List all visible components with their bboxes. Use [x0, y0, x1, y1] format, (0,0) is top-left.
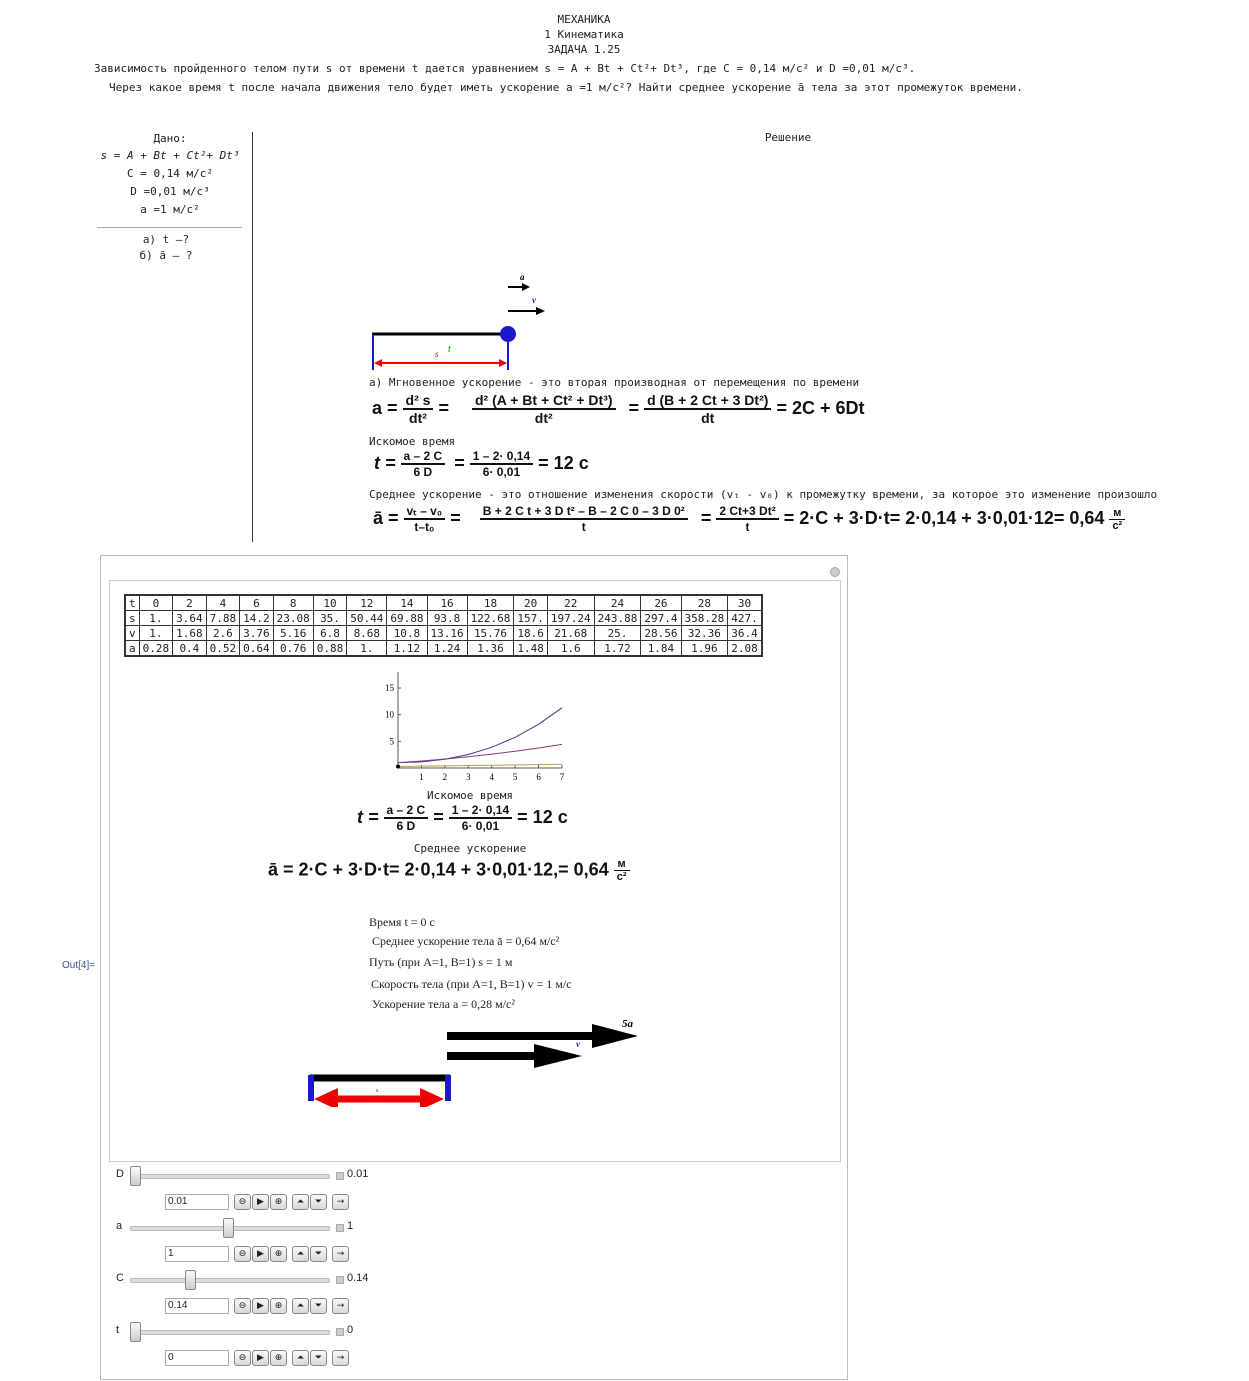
- s-label: s: [435, 349, 439, 359]
- faster-icon[interactable]: ⏶: [292, 1350, 309, 1366]
- table-cell: 20: [514, 596, 548, 611]
- control-value-C: 0.14: [347, 1272, 369, 1284]
- table-cell: 1.72: [594, 641, 641, 656]
- faster-icon[interactable]: ⏶: [292, 1246, 309, 1262]
- table-cell: 358.28: [681, 611, 728, 626]
- panel-sought-time: Искомое время: [426, 789, 514, 802]
- slower-icon[interactable]: ⏷: [310, 1194, 327, 1210]
- row-header-cell: a: [126, 641, 140, 656]
- direction-icon[interactable]: →: [332, 1350, 349, 1366]
- table-cell: 18: [467, 596, 514, 611]
- given-title: Дано:: [153, 132, 187, 145]
- table-cell: 2: [173, 596, 207, 611]
- slider-thumb-C[interactable]: [185, 1270, 196, 1290]
- faster-icon[interactable]: ⏶: [292, 1194, 309, 1210]
- table-row: [126, 611, 762, 626]
- control-input-a[interactable]: 1: [165, 1246, 229, 1262]
- plus-icon[interactable]: ⊕: [270, 1194, 287, 1210]
- table-cell: 3.64: [173, 611, 207, 626]
- y-tick-label: 5: [389, 736, 394, 747]
- table-cell: 1.84: [641, 641, 681, 656]
- table-cell: 50.44: [347, 611, 387, 626]
- row-header-cell: s: [126, 611, 140, 626]
- table-cell: 1.: [347, 641, 387, 656]
- direction-icon[interactable]: →: [332, 1298, 349, 1314]
- table-cell: 0.52: [206, 641, 240, 656]
- problem-line-1: Зависимость пройденного телом пути s от времени t дается уравнением s = A + Bt + Ct²+ Dt³, где C = 0,14 м/с² и D =0,01 м/с³.: [94, 62, 916, 75]
- control-label-t: t: [116, 1324, 120, 1336]
- x-tick-label: 1: [419, 772, 424, 782]
- v-label: v: [532, 295, 536, 305]
- table-cell: 23.08: [273, 611, 313, 626]
- table-cell: 36.4: [728, 626, 762, 641]
- text-instant-accel: а) Мгновенное ускорение - это вторая производная от перемещения по времени: [369, 376, 860, 389]
- x-tick-label: 5: [512, 772, 518, 782]
- slider-thumb-a[interactable]: [223, 1218, 234, 1238]
- x-tick-label: 2: [442, 772, 448, 782]
- table-cell: 1.6: [547, 641, 594, 656]
- row-header-cell: v: [126, 626, 140, 641]
- body-dot: [500, 326, 516, 342]
- table-cell: 1.12: [387, 641, 427, 656]
- plus-icon[interactable]: [336, 1328, 344, 1336]
- table-cell: 1.48: [514, 641, 548, 656]
- table-cell: 6: [240, 596, 274, 611]
- play-icon[interactable]: ▶: [252, 1246, 269, 1262]
- table-cell: 0.88: [313, 641, 347, 656]
- motion-chart: [374, 665, 570, 790]
- table-cell: 2.6: [206, 626, 240, 641]
- s-arrow-label: s: [376, 1088, 379, 1094]
- header-chapter: 1 Кинематика: [544, 28, 624, 41]
- plus-icon[interactable]: ⊕: [270, 1298, 287, 1314]
- a-arrow-label: 5a: [622, 1018, 633, 1030]
- plus-icon[interactable]: [336, 1276, 344, 1284]
- table-cell: 4: [206, 596, 240, 611]
- table-cell: 5.16: [273, 626, 313, 641]
- slower-icon[interactable]: ⏷: [310, 1350, 327, 1366]
- x-tick-label: 6: [536, 772, 541, 782]
- formula-time: t = $\frac{a - 2 C}{6 D}$ = $\frac{1 - 2\cdot 0,14}{6\cdot 0,01}$ = 12 c: [374, 449, 589, 479]
- table-cell: 6.8: [313, 626, 347, 641]
- table-cell: 32.36: [681, 626, 728, 641]
- table-row: [126, 626, 762, 641]
- control-label-D: D: [116, 1168, 124, 1180]
- text-sought-time: Искомое время: [369, 435, 456, 448]
- a-label: a: [520, 272, 525, 282]
- table-row: [126, 596, 762, 611]
- table-cell: 122.68: [467, 611, 514, 626]
- series-line-1: [398, 744, 562, 762]
- problem-line-2: Через какое время t после начала движения тело будет иметь ускорение a =1 м/с²? Найти среднее ускорение ā тела за этот промежуток времени.: [109, 81, 1023, 94]
- control-input-t[interactable]: 0: [165, 1350, 229, 1366]
- table-cell: 297.4: [641, 611, 681, 626]
- minus-icon[interactable]: ⊖: [234, 1298, 251, 1314]
- slider-thumb-t[interactable]: [130, 1322, 141, 1342]
- slider-thumb-D[interactable]: [130, 1166, 141, 1186]
- table-cell: 93.8: [427, 611, 467, 626]
- minus-icon[interactable]: ⊖: [234, 1194, 251, 1210]
- play-icon[interactable]: ▶: [252, 1350, 269, 1366]
- plus-icon[interactable]: ⊕: [270, 1246, 287, 1262]
- x-tick-label: 7: [559, 772, 565, 782]
- table-cell: 8: [273, 596, 313, 611]
- control-label-C: C: [116, 1272, 124, 1284]
- table-cell: 3.76: [240, 626, 274, 641]
- control-value-t: 0: [347, 1324, 354, 1336]
- plus-icon[interactable]: [336, 1172, 344, 1180]
- table-row: [126, 641, 762, 656]
- table-cell: 243.88: [594, 611, 641, 626]
- info-average-accel: Среднее ускорение тела ā = 0,64 м/с²: [372, 934, 560, 948]
- table-cell: 26: [641, 596, 681, 611]
- table-cell: 10.8: [387, 626, 427, 641]
- table-cell: 24: [594, 596, 641, 611]
- minus-icon[interactable]: ⊖: [234, 1350, 251, 1366]
- table-cell: 28.56: [641, 626, 681, 641]
- output-label: Out[4]=: [62, 960, 96, 971]
- plus-icon[interactable]: ⊕: [270, 1350, 287, 1366]
- table-cell: 1.: [139, 626, 173, 641]
- header-task: ЗАДАЧА 1.25: [547, 43, 621, 56]
- table-cell: 2.08: [728, 641, 762, 656]
- table-cell: 0.28: [139, 641, 173, 656]
- direction-icon[interactable]: →: [332, 1246, 349, 1262]
- control-value-D: 0.01: [347, 1168, 369, 1180]
- header-title: МЕХАНИКА: [557, 13, 611, 26]
- faster-icon[interactable]: ⏶: [292, 1298, 309, 1314]
- motion-graphic: [300, 1012, 650, 1107]
- table-cell: 1.24: [427, 641, 467, 656]
- find-item: а) t –?: [142, 233, 190, 246]
- control-input-C[interactable]: 0.14: [165, 1298, 229, 1314]
- series-line-2: [398, 764, 562, 766]
- given-item: D =0,01 м/с³: [130, 185, 210, 198]
- x-tick-label: 3: [466, 772, 471, 782]
- table-cell: 1.: [139, 611, 173, 626]
- formula-acceleration: a = $\frac{\text{d² s}}{\text{dt²}}$ = $\frac{\text{d² (A + Bt + Ct² + Dt³)}}{\text{dt²}}$ = $\frac{\text{d (B + 2 Ct + 3 Dt²)}}{dt}$ = 2C + 6Dt: [372, 392, 865, 426]
- x-tick-label: 4: [489, 772, 494, 782]
- y-tick-label: 10: [385, 709, 394, 720]
- table-cell: 10: [313, 596, 347, 611]
- table-cell: 8.68: [347, 626, 387, 641]
- control-input-D[interactable]: 0.01: [165, 1194, 229, 1210]
- table-cell: 0.4: [173, 641, 207, 656]
- table-cell: 18.6: [514, 626, 548, 641]
- table-cell: 0: [139, 596, 173, 611]
- v-arrow-label: v: [576, 1039, 580, 1049]
- panel-avg-title: Среднее ускорение: [413, 842, 527, 855]
- panel-formula-time: t = $\frac{a - 2 C}{6 D}$ = $\frac{1 - 2\cdot 0,14}{6\cdot 0,01}$ = 12 c: [357, 803, 568, 833]
- series-line-0: [398, 708, 562, 763]
- given-item: C = 0,14 м/с²: [126, 167, 214, 180]
- formula-lhs: a =: [372, 397, 398, 418]
- plus-icon[interactable]: [336, 1224, 344, 1232]
- values-table: [124, 594, 763, 657]
- table-cell: 1.68: [173, 626, 207, 641]
- given-item: a =1 м/с²: [140, 203, 200, 216]
- table-cell: 15.76: [467, 626, 514, 641]
- table-cell: 28: [681, 596, 728, 611]
- table-cell: 157.: [514, 611, 548, 626]
- table-cell: 69.88: [387, 611, 427, 626]
- slider-t[interactable]: [130, 1330, 330, 1335]
- solution-title: Решение: [764, 131, 812, 144]
- info-time: Время t = 0 с: [369, 915, 435, 929]
- info-path: Путь (при A=1, B=1) s = 1 м: [369, 955, 513, 969]
- table-cell: 22: [547, 596, 594, 611]
- close-icon[interactable]: [830, 567, 840, 577]
- slider-C[interactable]: [130, 1278, 330, 1283]
- table-cell: 427.: [728, 611, 762, 626]
- table-cell: 14.2: [240, 611, 274, 626]
- t-label: t: [448, 344, 451, 355]
- given-divider: [97, 227, 242, 228]
- table-cell: 1.36: [467, 641, 514, 656]
- direction-icon[interactable]: →: [332, 1194, 349, 1210]
- info-acceleration: Ускорение тела a = 0,28 м/с²: [372, 997, 515, 1011]
- info-velocity: Скорость тела (при A=1, B=1) v = 1 м/с: [371, 977, 572, 991]
- motion-diagram: [360, 262, 560, 374]
- table-cell: 1.96: [681, 641, 728, 656]
- table-cell: 30: [728, 596, 762, 611]
- control-value-a: 1: [347, 1220, 354, 1232]
- table-cell: 14: [387, 596, 427, 611]
- slower-icon[interactable]: ⏷: [310, 1246, 327, 1262]
- control-label-a: a: [116, 1220, 123, 1232]
- table-cell: 25.: [594, 626, 641, 641]
- table-cell: 13.16: [427, 626, 467, 641]
- given-item: s = A + Bt + Ct²+ Dt³: [100, 149, 240, 162]
- table-cell: 0.76: [273, 641, 313, 656]
- current-point: [396, 765, 400, 769]
- table-cell: 16: [427, 596, 467, 611]
- minus-icon[interactable]: ⊖: [234, 1246, 251, 1262]
- play-icon[interactable]: ▶: [252, 1298, 269, 1314]
- table-cell: 21.68: [547, 626, 594, 641]
- find-item: б) ā – ?: [139, 249, 193, 262]
- formula-average-acceleration: ā = $\frac{\text{vₜ – v₀}}{\text{t–t₀}}$ = $\frac{\text{B + 2 C t + 3 D t² – B – 2 C 0 – 3 D 0²}}{t}$ = $\frac{\text{2 Ct+3 Dt²}}{t}$ = 2·C + 3·D·t= 2·0,14 + 3·0,01·12= 0,64 $\frac{м}{\text{c²}}$: [373, 504, 1125, 534]
- play-icon[interactable]: ▶: [252, 1194, 269, 1210]
- column-divider: [252, 132, 253, 542]
- slower-icon[interactable]: ⏷: [310, 1298, 327, 1314]
- table-cell: 35.: [313, 611, 347, 626]
- panel-formula-average: ā = 2·C + 3·D·t= 2·0,14 + 3·0,01·12,= 0,64 $\frac{м}{\text{c²}}$: [268, 858, 630, 883]
- slider-D[interactable]: [130, 1174, 330, 1179]
- table-cell: 12: [347, 596, 387, 611]
- table-cell: 0.64: [240, 641, 274, 656]
- row-header-cell: t: [126, 596, 140, 611]
- table-cell: 7.88: [206, 611, 240, 626]
- text-average-accel: Среднее ускорение - это отношение изменения скорости (vₜ - v₀) к промежутку времени, за которое это изменение произошло: [369, 488, 1158, 501]
- table-cell: 197.24: [547, 611, 594, 626]
- y-tick-label: 15: [385, 683, 394, 693]
